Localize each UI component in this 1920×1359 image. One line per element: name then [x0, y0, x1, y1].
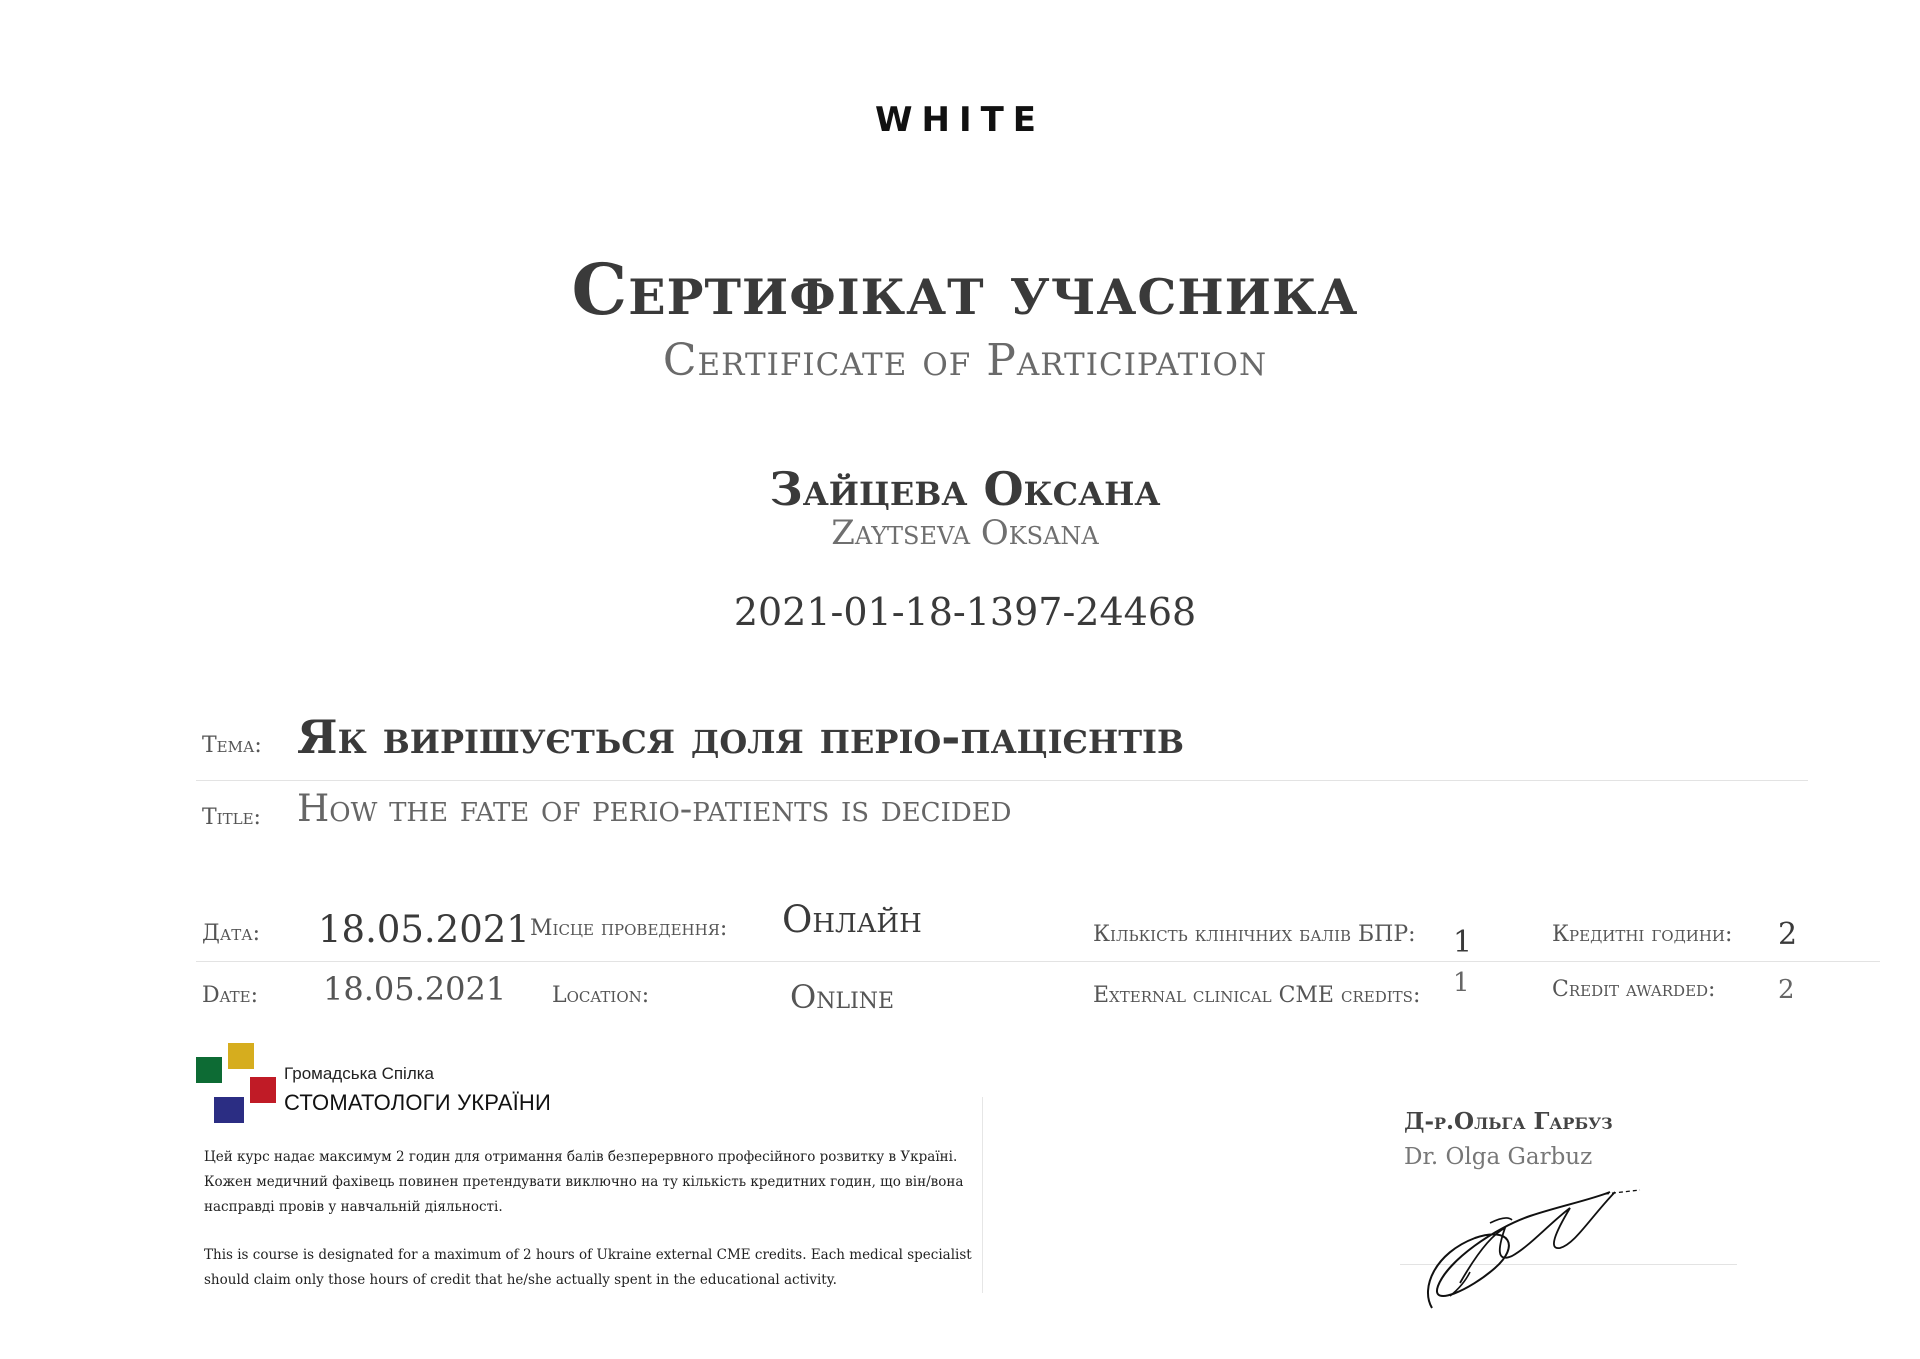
topic-value-ua: Як вирішується доля періо-пацієнтів: [297, 710, 1185, 764]
disclaimer-ua: Цей курс надає максимум 2 годин для отримання балів безперервного професійного розвитку в Україні. Кожен медичний фахівець повинен претендувати виключно на ту кількість кредитних годин, що він/вона насправді провів у навчальній діяльності.: [204, 1149, 964, 1215]
certificate-title-en: Certificate of Participation: [662, 335, 1268, 386]
signature-icon: [1400, 1168, 1660, 1318]
topic-value-en: How the fate of perio-patients is decided: [297, 787, 1012, 830]
brand-logo: WHITE: [874, 100, 1046, 140]
participant-name-ua: Зайцева Оксана: [769, 462, 1161, 516]
topic-label-en: Title:: [202, 805, 261, 830]
signatory-name-en: Dr. Olga Garbuz: [1404, 1144, 1593, 1170]
credit-hours-value-ua: 2: [1778, 917, 1798, 952]
signatory-name-ua: Д-р.Ольга Гарбуз: [1404, 1108, 1613, 1135]
topic-label-ua: Тема:: [202, 733, 262, 758]
divider: [196, 780, 1808, 781]
organization-name-line1: Громадська Спілка: [284, 1064, 435, 1083]
location-label-ua: Місце проведення:: [530, 916, 728, 941]
clinical-credits-value-en: 1: [1453, 968, 1470, 998]
organization-name-line2: СТОМАТОЛОГИ УКРАЇНИ: [284, 1090, 551, 1115]
date-value-en: 18.05.2021: [323, 970, 507, 1008]
date-label-en: Date:: [202, 983, 259, 1008]
credit-awarded-label-en: Credit awarded:: [1552, 977, 1716, 1002]
certificate-number: 2021-01-18-1397-24468: [733, 590, 1197, 634]
disclaimer-en: This is course is designated for a maximum of 2 hours of Ukraine external CME credits. Each medical specialist should claim only those hours of credit that he/she actually spent in the educational activity.: [204, 1247, 972, 1288]
organization-logo-icon: [196, 1043, 276, 1123]
credit-hours-label-ua: Кредитні години:: [1552, 922, 1733, 947]
location-label-en: Location:: [552, 983, 650, 1008]
date-label-ua: Дата:: [202, 921, 261, 946]
certificate-title-ua: Сертифікат учасника: [571, 248, 1359, 331]
location-value-en: Online: [790, 978, 895, 1016]
date-value-ua: 18.05.2021: [318, 908, 530, 951]
location-value-ua: Онлайн: [782, 898, 922, 941]
credit-awarded-value-en: 2: [1778, 975, 1795, 1005]
clinical-credits-label-ua: Кількість клінічних балів БПР:: [1093, 922, 1416, 947]
vertical-divider: [982, 1097, 983, 1293]
clinical-credits-value-ua: 1: [1453, 925, 1473, 960]
participant-name-en: Zaytseva Oksana: [831, 513, 1099, 553]
clinical-credits-label-en: External clinical CME credits:: [1093, 983, 1421, 1008]
divider: [196, 961, 1880, 962]
